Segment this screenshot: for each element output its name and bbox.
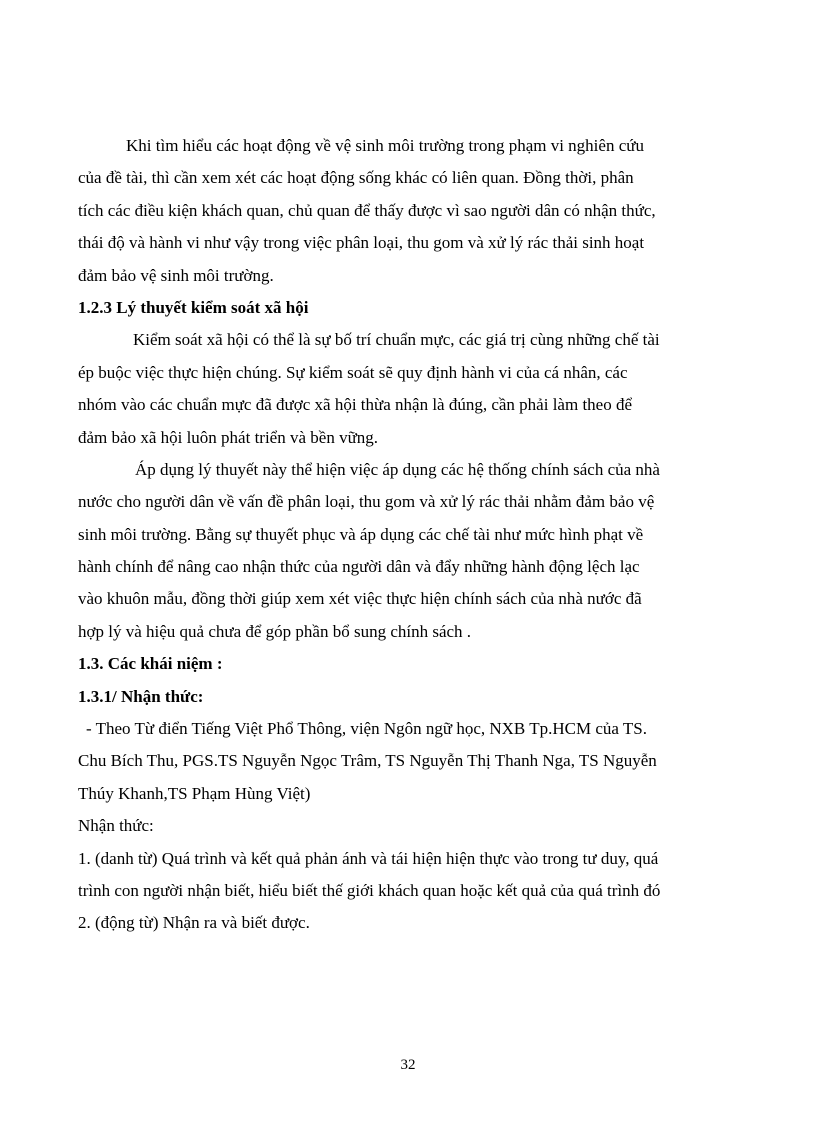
page-body (78, 130, 738, 940)
text-line: ép buộc việc thực hiện chúng. Sự kiểm soát sẽ quy định hành vi của cá nhân, các (78, 362, 628, 382)
text-line: trình con người nhận biết, hiểu biết thế giới khách quan hoặc kết quả của quá trình đó (78, 880, 661, 900)
paragraph-dictionary-source (78, 713, 738, 810)
text-line: sinh môi trường. Bằng sự thuyết phục và áp dụng các chế tài như mức hình phạt về (78, 524, 644, 544)
paragraph-application (78, 454, 738, 648)
text-line: Áp dụng lý thuyết này thể hiện việc áp dụng các hệ thống chính sách của nhà (135, 459, 660, 479)
text-line: nhóm vào các chuẩn mực đã được xã hội thừa nhận là đúng, cần phải làm theo để (78, 395, 633, 415)
section-heading-1-3: 1.3. Các khái niệm : (78, 654, 223, 674)
text-line: Kiểm soát xã hội có thể là sự bố trí chuẩn mực, các giá trị cùng những chế tài (133, 330, 660, 350)
text-line: Khi tìm hiểu các hoạt động về vệ sinh môi trường trong phạm vi nghiên cứu (126, 136, 644, 155)
text-line: thái độ và hành vi như vậy trong việc phân loại, thu gom và xử lý rác thải sinh hoạt (78, 233, 645, 253)
text-line: nước cho người dân về vấn đề phân loại, thu gom và xử lý rác thải nhằm đảm bảo vệ (78, 492, 655, 512)
section-heading-1-2-3: 1.2.3 Lý thuyết kiểm soát xã hội (78, 297, 309, 317)
text-line: hành chính để nâng cao nhận thức của người dân và đẩy những hành động lệch lạc (78, 557, 640, 577)
definition-verb: 2. (động từ) Nhận ra và biết được. (78, 913, 310, 933)
paragraph-intro (78, 130, 738, 292)
text-line: Thúy Khanh,TS Phạm Hùng Việt) (78, 783, 311, 803)
text-line: đảm bảo vệ sinh môi trường. (78, 265, 274, 285)
text-line: đảm bảo xã hội luôn phát triển và bền vững. (78, 427, 379, 447)
section-heading-1-3-1: 1.3.1/ Nhận thức: (78, 686, 204, 706)
text-line: vào khuôn mẫu, đồng thời giúp xem xét việc thực hiện chính sách của nhà nước đã (78, 589, 642, 609)
page-number: 32 (400, 1057, 416, 1073)
text-line: - Theo Từ điển Tiếng Việt Phổ Thông, viện Ngôn ngữ học, NXB Tp.HCM của TS. (86, 719, 647, 739)
definition-term: Nhận thức: (78, 816, 154, 836)
paragraph-social-control (78, 324, 738, 454)
text-line: của đề tài, thì cần xem xét các hoạt động sống khác có liên quan. Đồng thời, phân (78, 168, 634, 188)
text-line: Chu Bích Thu, PGS.TS Nguyễn Ngọc Trâm, TS Nguyễn Thị Thanh Nga, TS Nguyễn (78, 751, 657, 771)
text-line: hợp lý và hiệu quả chưa để góp phần bổ sung chính sách . (78, 621, 472, 641)
text-line: 1. (danh từ) Quá trình và kết quả phản ánh và tái hiện hiện thực vào trong tư duy, quá (78, 848, 659, 868)
text-line: tích các điều kiện khách quan, chủ quan để thấy được vì sao người dân có nhận thức, (78, 200, 656, 220)
definition-noun (78, 843, 738, 908)
